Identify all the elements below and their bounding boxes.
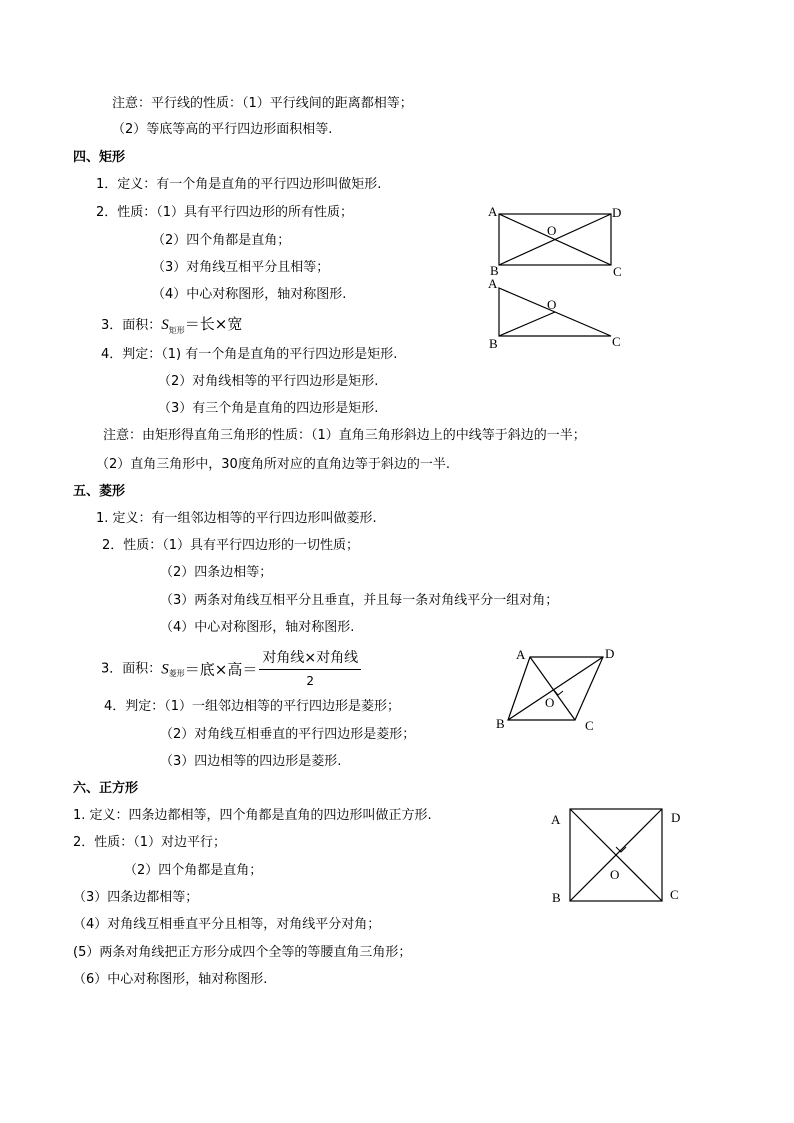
vertex-label-d: D [671, 810, 681, 825]
area-expression: ＝长×宽 [184, 315, 243, 333]
square-property-2: （2）四个角都是直角； [124, 863, 263, 878]
fraction-denominator: 2 [306, 674, 315, 688]
square-property-4: （4）对角线互相垂直平分且相等，对角线平分对角； [73, 917, 381, 932]
rhombus-figure [490, 642, 630, 737]
rectangle-note-line-1: 注意：由矩形得直角三角形的性质：（1）直角三角形斜边上的中线等于斜边的一半； [103, 428, 586, 443]
vertex-label-c: C [585, 718, 594, 733]
vertex-label-a: A [551, 812, 561, 827]
rhombus-property-4: （4）中心对称图形，轴对称图形. [160, 620, 355, 635]
rectangle-area-prefix: 3．面积： [101, 318, 162, 333]
vertex-label-d: D [605, 646, 615, 661]
area-expression: ＝底×高＝ [184, 660, 258, 679]
rectangle-judgement-1: 4．判定：（1) 有一个角是直角的平行四边形是矩形. [101, 347, 398, 362]
vertex-label-c: C [613, 264, 622, 279]
rhombus-heading: 五、菱形 [73, 484, 126, 499]
vertex-label-b: B [496, 716, 505, 731]
midpoint-label-o: O [547, 297, 557, 312]
center-label-o: O [610, 867, 620, 882]
rectangle-property-2: （2）四个角都是直角； [152, 233, 291, 248]
rhombus-area-prefix: 3．面积： [101, 661, 162, 677]
rhombus-definition: 1. 定义：有一组邻边相等的平行四边形叫做菱形. [96, 511, 377, 526]
hypotenuse-median [499, 312, 555, 336]
right-triangle-figure [484, 278, 624, 354]
rhombus-property-1: 2．性质：（1）具有平行四边形的一切性质； [102, 538, 360, 553]
rhombus-area-formula [101, 648, 361, 691]
vertex-label-c: C [670, 887, 679, 902]
rectangle-heading: 四、矩形 [73, 150, 126, 165]
rectangle-judgement-2: （2）对角线相等的平行四边形是矩形. [158, 374, 379, 389]
rectangle-property-4: （4）中心对称图形，轴对称图形. [152, 287, 347, 302]
rhombus-diagonal-ac [530, 657, 575, 720]
rhombus-judgement-2: （2）对角线互相垂直的平行四边形是菱形； [160, 727, 416, 742]
area-subscript: 菱形 [168, 668, 185, 678]
rectangle-property-3: （3）对角线互相平分且相等； [152, 260, 330, 275]
parallelogram-note-line-2: （2）等底等高的平行四边形面积相等. [112, 122, 333, 137]
square-property-3: （3）四条边都相等； [73, 890, 199, 905]
square-heading: 六、正方形 [73, 781, 139, 796]
rectangle-judgement-3: （3）有三个角是直角的四边形是矩形. [158, 401, 379, 416]
square-figure [545, 800, 690, 908]
square-property-6: （6）中心对称图形，轴对称图形. [73, 972, 268, 987]
area-symbol: S [161, 317, 169, 333]
center-label-o: O [547, 223, 557, 238]
area-subscript: 矩形 [168, 326, 185, 335]
rhombus-judgement-1: 4．判定：（1）一组邻边相等的平行四边形是菱形； [104, 699, 401, 714]
area-fraction [259, 648, 361, 691]
vertex-label-a: A [488, 278, 498, 291]
vertex-label-b: B [489, 336, 498, 351]
area-symbol: S [161, 661, 169, 678]
square-property-1: 2．性质：（1）对边平行； [73, 835, 227, 850]
rhombus-property-2: （2）四条边相等； [160, 565, 273, 580]
fraction-numerator: 对角线×对角线 [259, 648, 361, 670]
rectangle-definition: 1．定义：有一个角是直角的平行四边形叫做矩形. [96, 177, 382, 192]
rhombus-judgement-3: （3）四边相等的四边形是菱形. [160, 754, 342, 769]
rectangle-note-line-2: （2）直角三角形中，30度角所对应的直角边等于斜边的一半. [96, 457, 450, 472]
parallelogram-note-line-1: 注意：平行线的性质：（1）平行线间的距离都相等； [112, 96, 413, 111]
rhombus-property-3: （3）两条对角线互相平分且垂直，并且每一条对角线平分一组对角； [160, 593, 559, 608]
rectangle-figure [484, 202, 624, 282]
vertex-label-b: B [552, 890, 561, 905]
square-definition: 1. 定义：四条边都相等，四个角都是直角的四边形叫做正方形. [73, 808, 432, 823]
square-property-5: (5）两条对角线把正方形分成四个全等的等腰直角三角形； [73, 945, 412, 960]
center-label-o: O [545, 695, 555, 710]
vertex-label-d: D [612, 205, 622, 220]
vertex-label-c: C [612, 334, 621, 349]
vertex-label-b: B [490, 263, 499, 278]
rectangle-area-formula [101, 314, 242, 337]
rectangle-property-1: 2．性质：（1）具有平行四边形的所有性质； [96, 205, 354, 220]
vertex-label-a: A [488, 204, 498, 219]
vertex-label-a: A [516, 647, 526, 662]
